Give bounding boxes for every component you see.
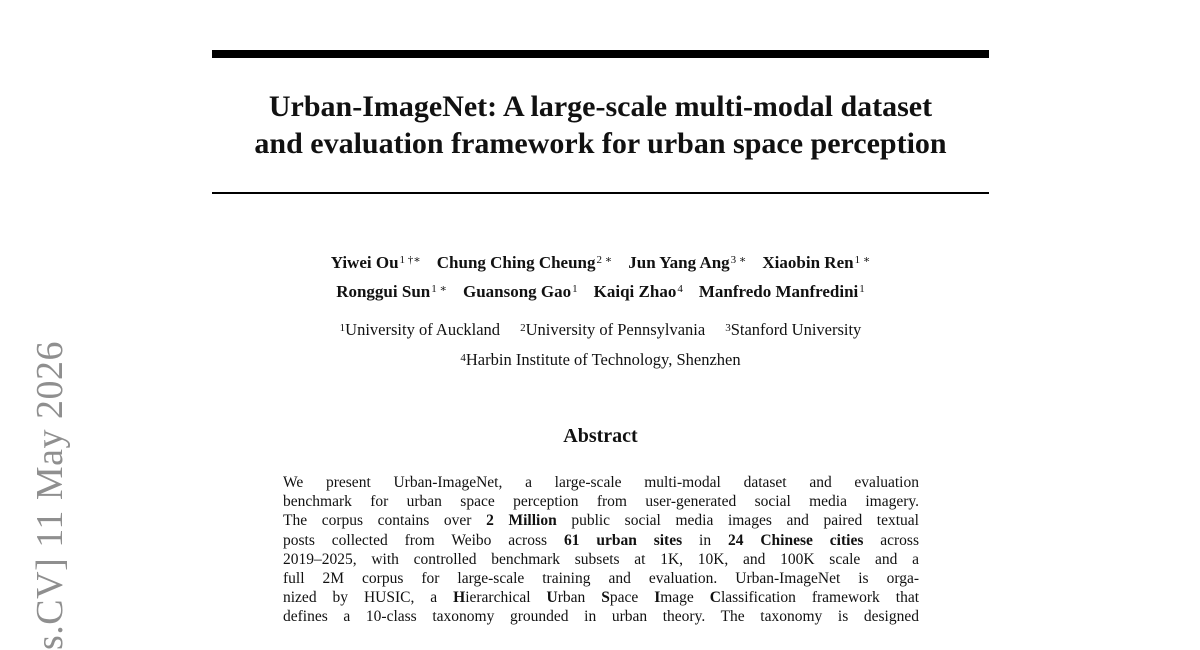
title-bottom-rule <box>212 192 989 194</box>
abstract-heading: Abstract <box>563 425 638 447</box>
abstract-bold-text: 24 Chinese cities <box>727 531 864 549</box>
abstract-body <box>283 473 919 627</box>
affiliation-number: 4 <box>460 352 466 364</box>
author-name: Chung Ching Cheung <box>436 253 596 272</box>
author-list <box>212 248 989 306</box>
author <box>336 277 447 306</box>
affiliation-name: University of Pennsylvania <box>525 320 706 339</box>
abstract-bold-text: I <box>654 589 661 607</box>
arxiv-side-stamp <box>18 320 78 650</box>
author-name: Guansong Gao <box>462 282 572 301</box>
abstract-line <box>283 569 919 588</box>
abstract-text: pace <box>609 589 655 607</box>
author-affiliation-mark: 2 ∗ <box>596 254 613 266</box>
author-affiliation-mark: 3 ∗ <box>730 254 747 266</box>
abstract-bold-text: 61 urban sites <box>563 531 683 549</box>
author-name: Yiwei Ou <box>330 253 399 272</box>
abstract-text: in <box>682 531 728 549</box>
title-line: and evaluation framework for urban space perception <box>254 127 947 160</box>
affiliation-list <box>212 315 989 375</box>
affiliation-name: Stanford University <box>730 320 862 339</box>
author <box>628 248 746 277</box>
affiliation <box>460 345 740 375</box>
author-affiliation-mark: 4 <box>677 283 683 295</box>
affiliation-number: 3 <box>725 322 731 334</box>
author-name: Xiaobin Ren <box>762 253 854 272</box>
affiliation-row <box>212 315 989 345</box>
abstract-text: mage <box>660 589 710 607</box>
author <box>594 277 683 306</box>
author <box>699 277 865 306</box>
abstract-text: The corpus contains over <box>283 512 487 530</box>
affiliation-name: University of Auckland <box>345 320 501 339</box>
abstract-line <box>283 550 919 569</box>
author-name: Manfredo Manfredini <box>698 282 859 301</box>
affiliation <box>520 315 705 345</box>
abstract-line <box>283 492 919 511</box>
author-affiliation-mark: 1 †∗ <box>399 254 421 266</box>
abstract-line <box>283 511 919 530</box>
abstract-text: rban <box>557 589 602 607</box>
abstract-line <box>283 588 919 607</box>
author <box>762 248 870 277</box>
author <box>437 248 612 277</box>
abstract-line <box>283 473 919 492</box>
author-affiliation-mark: 1 ∗ <box>854 254 871 266</box>
abstract-text: lassification framework that <box>720 589 919 607</box>
abstract-text: We present Urban-ImageNet, a large-scale multi-modal dataset and evaluation <box>283 474 919 491</box>
abstract-bold-text: U <box>546 589 558 607</box>
affiliation-row <box>212 345 989 375</box>
abstract-text: benchmark for urban space perception from user-generated social media imagery. <box>283 493 919 511</box>
abstract-bold-text: 2 Million <box>486 512 557 530</box>
author-name: Ronggui Sun <box>336 282 431 301</box>
abstract-text: nized by HUSIC, a <box>283 589 454 607</box>
author-row <box>212 277 989 306</box>
arxiv-stamp-text: s.CV] 11 May 2026 <box>29 341 71 650</box>
paper-title <box>212 88 989 162</box>
abstract-bold-text: H <box>453 589 466 607</box>
author-row <box>212 248 989 277</box>
author <box>463 277 578 306</box>
author-name: Jun Yang Ang <box>628 253 730 272</box>
affiliation <box>725 315 861 345</box>
abstract-text: 2019–2025, with controlled benchmark subsets at 1K, 10K, and 100K scale and a <box>283 550 919 568</box>
title-line: Urban-ImageNet: A large-scale multi-modal dataset <box>268 90 933 123</box>
title-top-rule <box>212 50 989 58</box>
author <box>331 248 421 277</box>
abstract-text: posts collected from Weibo across <box>283 531 564 549</box>
abstract-text: public social media images and paired textual <box>556 512 919 530</box>
abstract-line <box>283 531 919 550</box>
abstract-text: ierarchical <box>465 589 547 607</box>
author-affiliation-mark: 1 ∗ <box>431 283 447 295</box>
affiliation-number: 2 <box>520 322 526 334</box>
abstract-text: full 2M corpus for large-scale training and evaluation. Urban-ImageNet is orga- <box>283 569 919 587</box>
abstract-line <box>283 607 919 626</box>
author-name: Kaiqi Zhao <box>593 282 677 301</box>
abstract-bold-text: C <box>709 589 721 607</box>
abstract-text: defines a 10-class taxonomy grounded in urban theory. The taxonomy is designed <box>283 608 919 626</box>
author-affiliation-mark: 1 <box>859 283 865 295</box>
affiliation <box>340 315 500 345</box>
affiliation-name: Harbin Institute of Technology, Shenzhen <box>465 350 741 369</box>
abstract-text: across <box>863 531 919 549</box>
affiliation-number: 1 <box>339 322 346 334</box>
abstract-bold-text: S <box>601 589 610 607</box>
author-affiliation-mark: 1 <box>572 283 578 295</box>
